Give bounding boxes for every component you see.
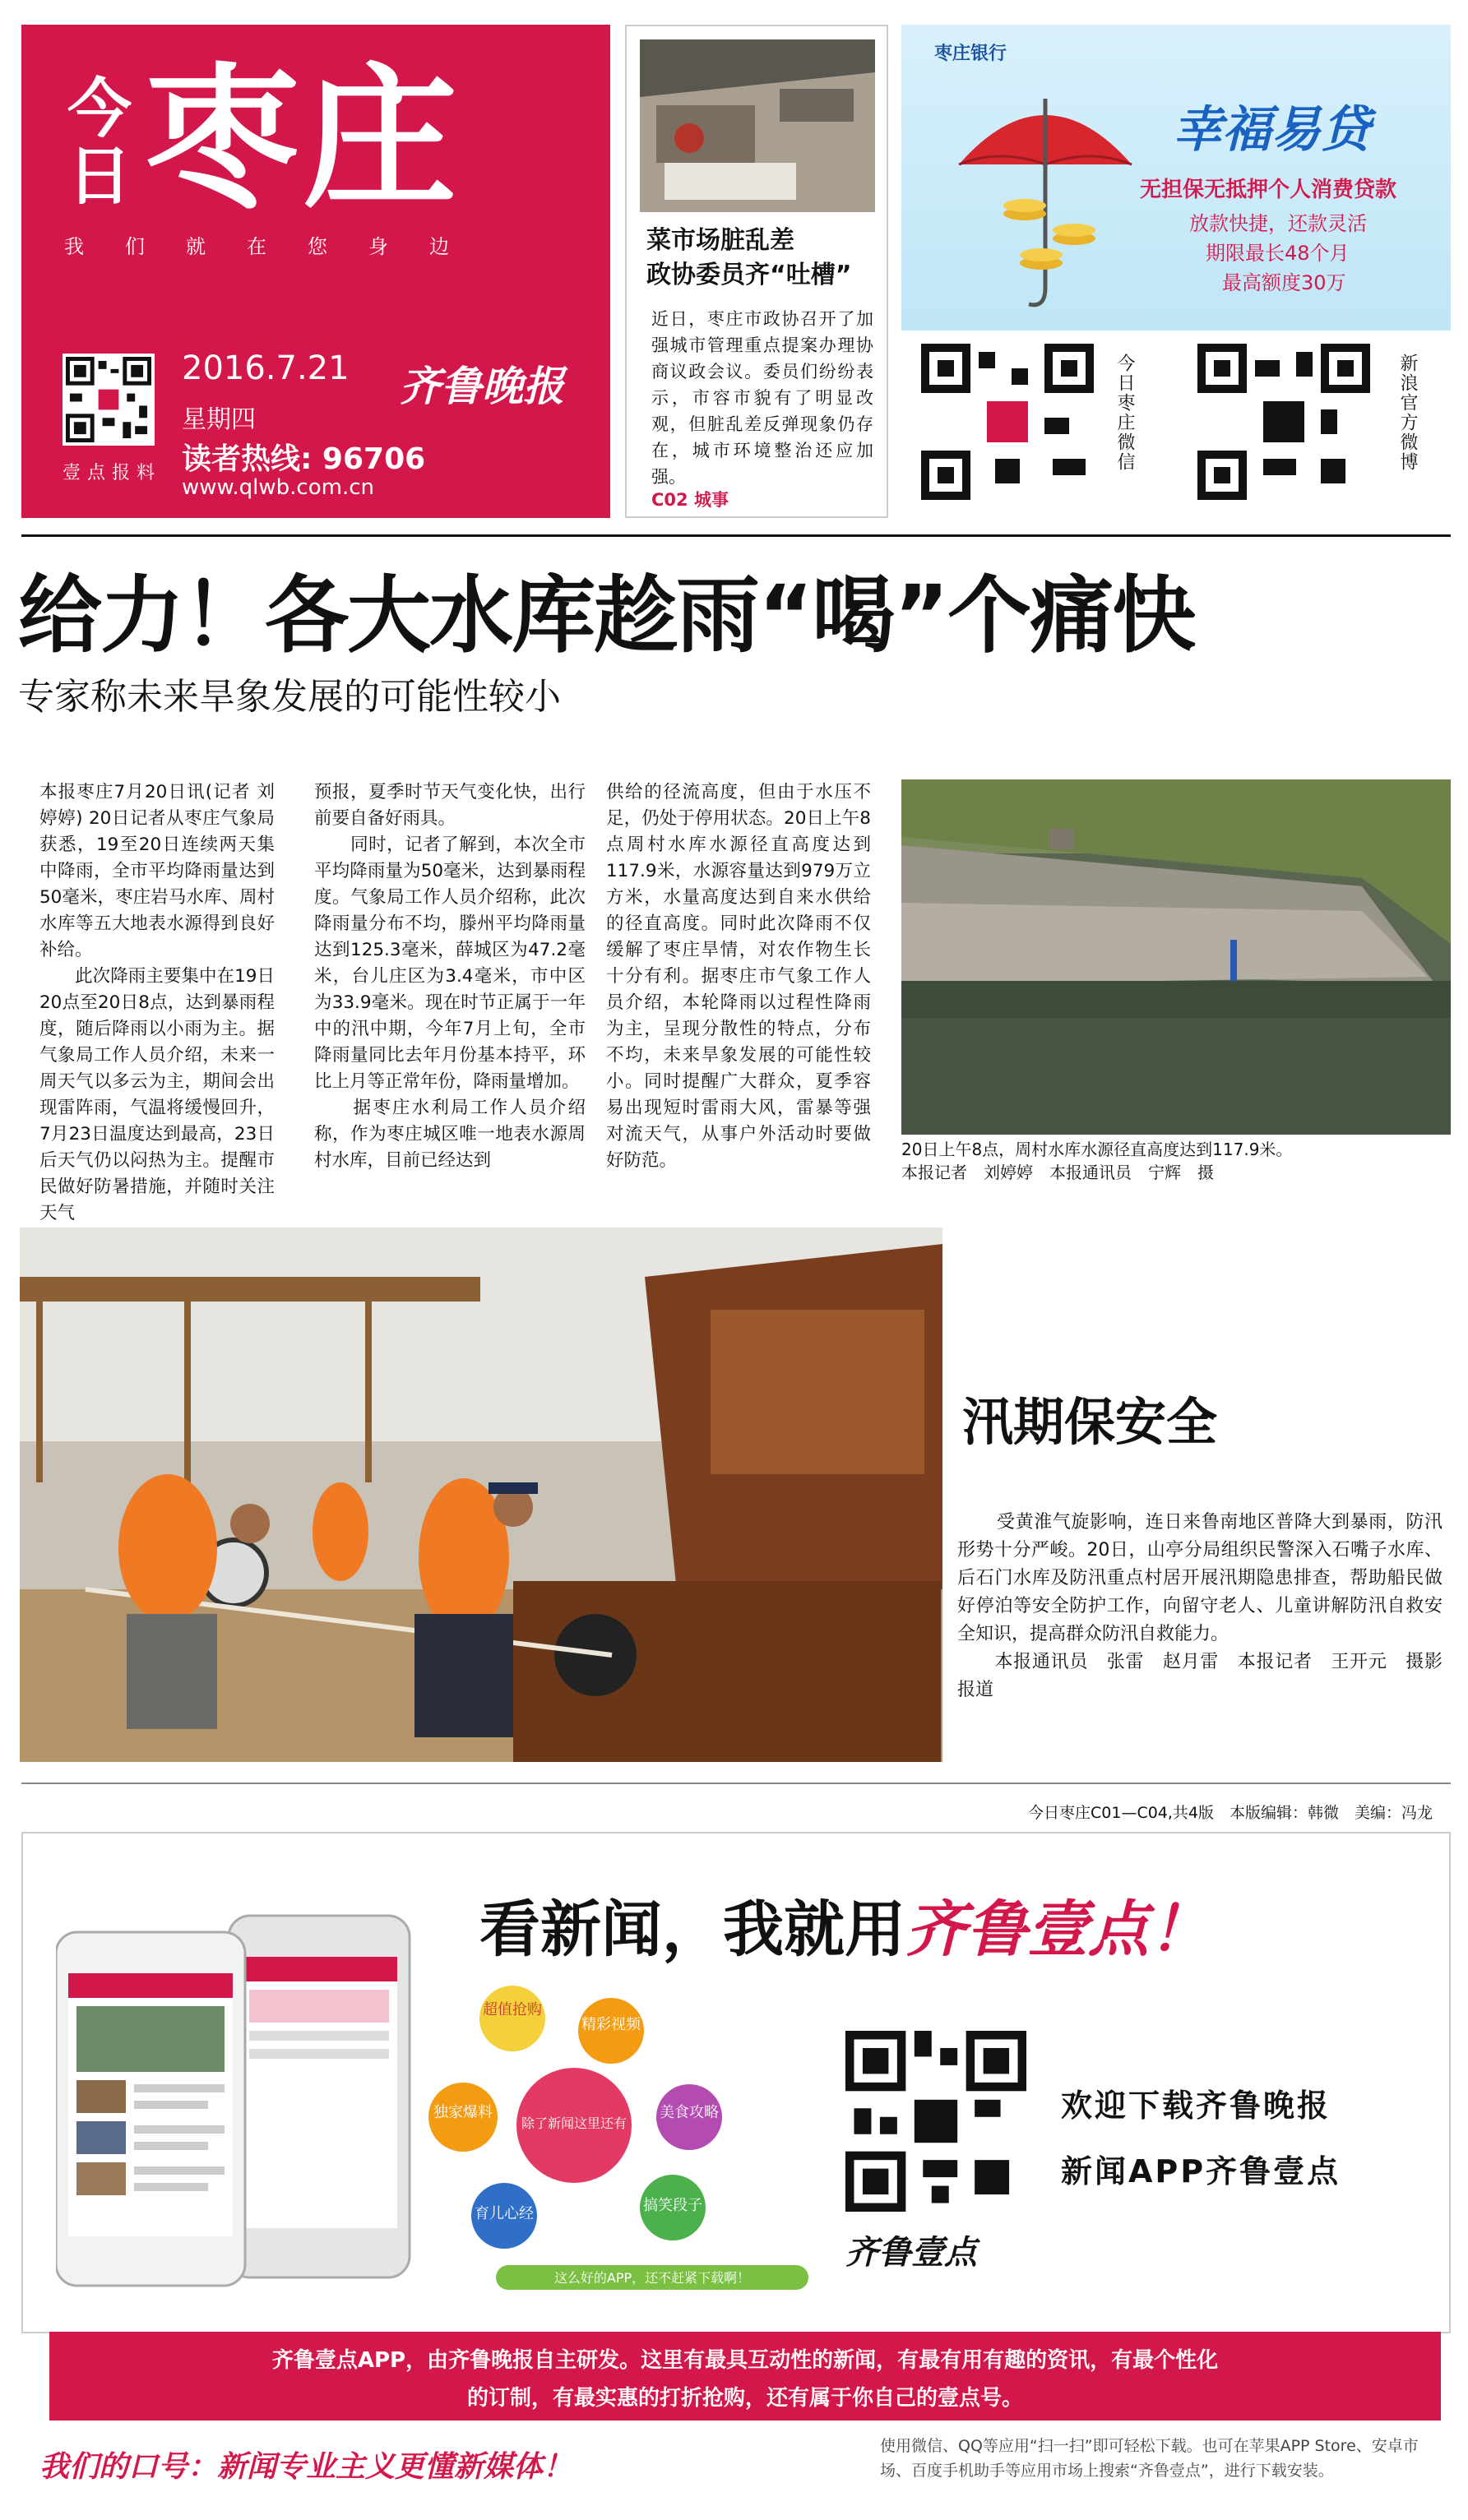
weibo-label: 新浪官方微博 <box>1397 354 1418 472</box>
ad-slogan-text: 看新闻，我就用 <box>479 1894 905 1965</box>
weibo-qr-icon[interactable] <box>1197 344 1370 500</box>
umbrella-icon <box>951 74 1140 321</box>
article-column-3: 供给的径流高度，但由于水压不足，仍处于停用状态。20日上午8点周村水库水源径直高度达到117.9米，水源容量达到979万立方米，水量高度达到自来水供给的径直高度。同时此次降雨不仅缓解了枣庄旱情，对农作物生长十分有利。据枣庄市气象工作人员介绍，本轮降雨以过程性降雨为主，呈现分散性的特点，分布不均，未来旱象发展的可能性较小。同时提醒广大群众，夏季容易出现短时雷雨大风，雷暴等强对流天气，从事户外活动时要做好防范。 <box>606 782 871 1171</box>
website-url[interactable]: www.qlwb.com.cn <box>182 475 374 500</box>
teaser-headline-line1: 菜市场脏乱差 <box>646 226 794 255</box>
masthead-slogan: 我们就在您身边 <box>64 235 490 258</box>
wechat-qr-icon[interactable] <box>921 344 1094 500</box>
masthead-logo-jin: 今日 <box>67 72 132 214</box>
qr-code-icon[interactable] <box>63 354 155 446</box>
bank-advertisement[interactable] <box>901 25 1451 331</box>
bubble-label: 美食攻略 <box>660 2104 719 2121</box>
bubble-label: 超值抢购 <box>483 2001 542 2018</box>
bank-ad-line: 放款快捷，还款灵活 <box>1189 212 1367 235</box>
app-advertisement[interactable] <box>21 1832 1451 2333</box>
newspaper-brand: 齐鲁晚报 <box>400 362 564 410</box>
feature-bubbles[interactable] <box>426 1981 887 2294</box>
footer-slogan: 我们的口号：新闻专业主义更懂新媒体！ <box>39 2449 573 2484</box>
feature-body: 受黄淮气旋影响，连日来鲁南地区普降大到暴雨，防汛形势十分严峻。20日，山亭分局组织民警深入石嘴子水库、后石门水库及防汛重点村居开展汛期隐患排查，帮助船民做好停泊等安全防护工作，向留守老人、儿童讲解防汛自救安全知识，提高群众防汛自救能力。 本报通讯员 张雷 赵月雷 本报记者 王开元 摄影报道 <box>957 1512 1443 1700</box>
bubble-label: 搞笑段子 <box>643 2197 702 2214</box>
app-qr-icon[interactable] <box>845 2031 1026 2212</box>
main-headline[interactable]: 给力！各大水库趁雨“喝”个痛快 <box>18 567 1195 665</box>
footer-note: 使用微信、QQ等应用“扫一扫”即可轻松下载。也可在苹果APP Store、安卓市场、百度手机助手等应用市场上搜索“齐鲁壹点”，进行下载安装。 <box>880 2437 1419 2480</box>
bubble-label: 育儿心经 <box>475 2205 534 2222</box>
teaser-page-ref[interactable]: C02 城事 <box>651 490 729 510</box>
market-photo <box>640 39 875 212</box>
article-column-2: 预报，夏季时节天气变化快，出行前要自备好雨具。 同时，记者了解到，本次全市平均降雨量为50毫米，达到暴雨程度。气象局工作人员介绍称，此次降雨量分布不均，滕州平均降雨量达到125.3毫米，薛城区为47.2毫米，台儿庄区为3.4毫米，市中区为33.9毫米。现在时节正属于一年中的汛中期，今年7月上旬，全市降雨量同比去年月份基本持平，环比上月等正常年份，降雨量增加。 据枣庄水利局工作人员介绍称，作为枣庄城区唯一地表水源周村水库，目前已经达到 <box>314 782 586 1171</box>
issue-weekday: 星期四 <box>182 405 256 434</box>
ad-text: 欢迎下载齐鲁晚报 <box>1061 2088 1331 2124</box>
download-banner: 这么好的APP，还不赶紧下载啊！ <box>553 2270 751 2286</box>
bubble-label: 除了新闻这里还有 <box>521 2115 627 2131</box>
photo-caption: 20日上午8点，周村水库水源径直高度达到117.9米。 本报记者 刘婷婷 本报通讯员 宁辉 摄 <box>901 1140 1293 1182</box>
bank-ad-line: 期限最长48个月 <box>1206 242 1350 265</box>
issue-date: 2016.7.21 <box>182 349 350 387</box>
bank-ad-line: 无担保无抵押个人消费贷款 <box>1140 178 1397 202</box>
bank-logo: 枣庄银行 <box>934 44 1007 64</box>
divider <box>21 534 1451 537</box>
phones-illustration <box>56 1907 434 2294</box>
teaser-headline-line2: 政协委员齐“吐槽” <box>646 261 852 289</box>
sub-headline: 专家称未来旱象发展的可能性较小 <box>18 676 561 718</box>
bank-ad-line: 最高额度30万 <box>1222 271 1346 294</box>
ad-band-line: 的订制，有最实惠的打折抢购，还有属于你自己的壹点号。 <box>466 2386 1023 2411</box>
masthead <box>21 25 610 518</box>
bubble-label: 独家爆料 <box>433 2104 493 2121</box>
teaser-headline[interactable] <box>646 224 877 293</box>
feature-title[interactable]: 汛期保安全 <box>962 1392 1218 1452</box>
teaser-body: 近日，枣庄市政协召开了加强城市管理重点提案办理协商议政会议。委员们纷纷表示，市容市貌有了明显改观，但脏乱差反弹现象仍存在，城市环境整治还应加强。 <box>651 309 873 487</box>
qr-label: 壹点报料 <box>63 463 162 483</box>
wechat-label: 今日枣庄微信 <box>1114 354 1135 472</box>
ad-text: 新闻APP齐鲁壹点 <box>1061 2153 1341 2189</box>
teaser-box[interactable] <box>625 25 888 518</box>
bank-product-name: 幸福易贷 <box>1173 101 1370 159</box>
ad-slogan <box>479 1881 1210 1968</box>
page-info: 今日枣庄C01—C04,共4版 本版编辑：韩微 美编：冯龙 <box>1028 1804 1433 1822</box>
reader-hotline: 读者热线: 96706 <box>182 442 426 476</box>
app-brand-logo: 齐鲁壹点 <box>845 2234 977 2272</box>
masthead-logo: 枣庄 <box>145 49 461 229</box>
ad-slogan-brand: 齐鲁壹点！ <box>905 1894 1210 1965</box>
article-column-1: 本报枣庄7月20日讯(记者 刘婷婷) 20日记者从枣庄气象局获悉，19至20日连续两天集中降雨，全市平均降雨量达到50毫米，枣庄岩马水库、周村水库等五大地表水源得到良好补给。 此次降雨主要集中在19日20点至20日8点，达到暴雨程度，随后降雨以小雨为主。据气象局工作人员介绍，未来一周天气以多云为主，期间会出现雷阵雨，气温将缓慢回升，7月23日温度达到最高，23日后天气仍以闷热为主。提醒市民做好防暑措施，并随时关注天气 <box>39 782 275 1223</box>
divider <box>21 1782 1451 1784</box>
flood-safety-photo <box>20 1228 942 1762</box>
ad-band-line: 齐鲁壹点APP，由齐鲁晚报自主研发。这里有最具互动性的新闻，有最有用有趣的资讯，有最个性化 <box>271 2348 1219 2373</box>
ad-band <box>49 2332 1441 2421</box>
reservoir-photo <box>901 779 1451 1135</box>
bubble-label: 精彩视频 <box>581 2016 641 2033</box>
